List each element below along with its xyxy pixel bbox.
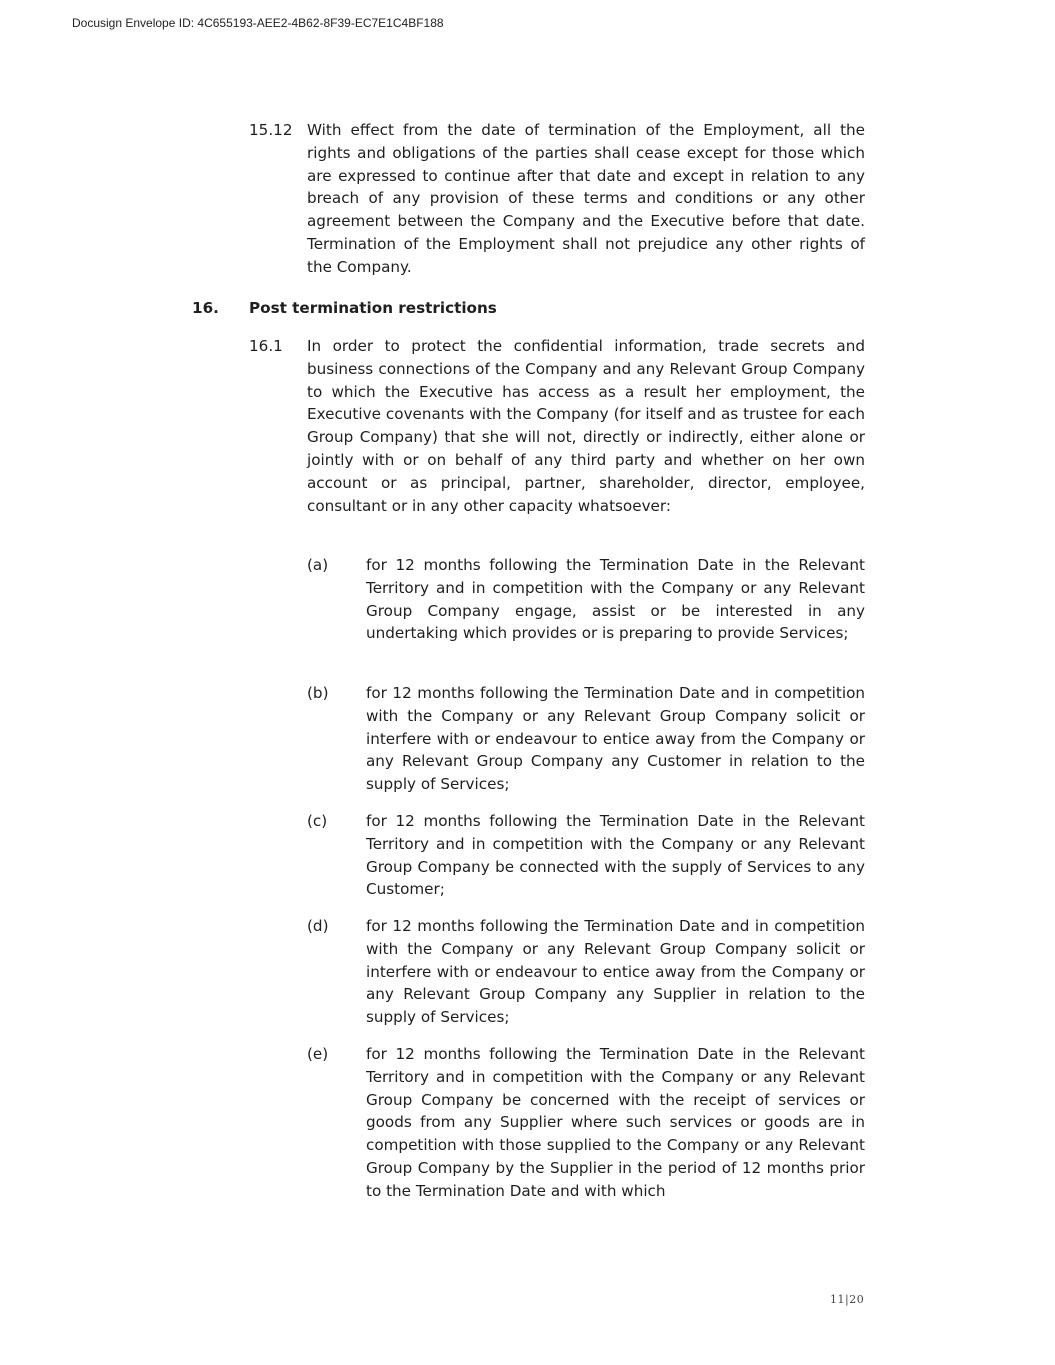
subclause-d-text: for 12 months following the Termination Date and in competition with the Company or any Relevant Group Company solicit or interfere with or endeavour to entice away from the Company or any Relevant Group Company any Supplier in relation to the supply of Services; <box>366 917 865 1027</box>
subclause-c-text: for 12 months following the Termination Date in the Relevant Territory and in competition with the Company or any Relevant Group Company be connected with the supply of Services to any Customer; <box>366 812 865 899</box>
subclause-e-text: for 12 months following the Termination Date in the Relevant Territory and in competition with the Company or any Relevant Group Company be concerned with the receipt of services or goods from any Supplier where such services or goods are in competition with those supplied to the Company or any Relevant Group Company by the Supplier in the period of 12 months prior to the Termination Date and with which <box>366 1045 865 1200</box>
clause-15-12-text: With effect from the date of termination of the Employment, all the rights and obligations of the parties shall cease except for those which are expressed to continue after that date and except in relation to any breach of any provision of these terms and conditions or any other agreement between the Company and the Executive before that date. Termination of the Employment shall not prejudice any other rights of the Company. <box>307 121 865 276</box>
subclause-b-text: for 12 months following the Termination Date and in competition with the Company or any Relevant Group Company solicit or interfere with or endeavour to entice away from the Company or any Relevant Group Company any Customer in relation to the supply of Services; <box>366 684 865 794</box>
subclause-a-text: for 12 months following the Termination Date in the Relevant Territory and in competition with the Company or any Relevant Group Company engage, assist or be interested in any undertaking which provides or is preparing to provide Services; <box>366 556 865 643</box>
subclause-e-label: (e) <box>307 1045 329 1063</box>
subclause-c-label: (c) <box>307 812 328 830</box>
section-16-number: 16. <box>192 299 219 317</box>
subclause-d-label: (d) <box>307 917 329 935</box>
clause-15-12-number: 15.12 <box>249 121 293 139</box>
clause-16-1-text: In order to protect the confidential information, trade secrets and business connections of the Company and any Relevant Group Company to which the Executive has access as a result her employment, the Executive covenants with the Company (for itself and as trustee for each Group Company) that she will not, directly or indirectly, either alone or jointly with or on behalf of any third party and whether on her own account or as principal, partner, shareholder, director, employee, consultant or in any other capacity whatsoever: <box>307 337 865 515</box>
docusign-envelope-id: Docusign Envelope ID: 4C655193-AEE2-4B62-8F39-EC7E1C4BF188 <box>72 16 444 30</box>
section-16-title: Post termination restrictions <box>249 299 497 317</box>
subclause-a-label: (a) <box>307 556 329 574</box>
clause-16-1-number: 16.1 <box>249 337 283 355</box>
subclause-b-label: (b) <box>307 684 329 702</box>
page-number: 11|20 <box>830 1293 865 1306</box>
